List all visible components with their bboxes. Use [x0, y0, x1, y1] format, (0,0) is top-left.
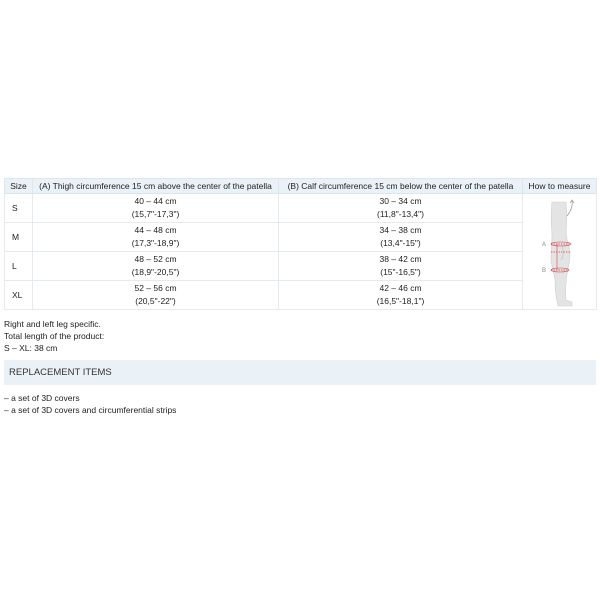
- size-table-header-row: [5, 179, 597, 194]
- product-notes: [4, 318, 596, 354]
- how-to-measure-cell: [523, 194, 597, 310]
- thigh-cm: 52 – 56 cm: [134, 283, 177, 293]
- thigh-inches: (15,7"-17,3"): [131, 209, 180, 219]
- header-thigh-circumference: (A) Thigh circumference 15 cm above the center of the patella: [33, 179, 279, 194]
- calf-cm: 42 – 46 cm: [379, 283, 422, 293]
- table-row: [5, 281, 597, 310]
- leg-measurement-figure: [530, 196, 590, 308]
- header-size: Size: [5, 179, 33, 194]
- calf-cm: 34 – 38 cm: [379, 225, 422, 235]
- replacement-items-heading: REPLACEMENT ITEMS: [4, 360, 596, 385]
- table-row: [5, 223, 597, 252]
- size-cell: XL: [5, 281, 33, 310]
- list-item: – a set of 3D covers: [4, 393, 80, 403]
- label-b: B: [541, 267, 546, 274]
- calf-inches: (16,5"-18,1"): [376, 296, 425, 306]
- thigh-cm: 44 – 48 cm: [134, 225, 177, 235]
- calf-cm: 38 – 42 cm: [379, 254, 422, 264]
- label-a: A: [541, 241, 546, 248]
- thigh-cm: 40 – 44 cm: [134, 196, 177, 206]
- calf-cell: [279, 223, 523, 252]
- header-how-to-measure: How to measure: [523, 179, 597, 194]
- replacement-items-list: [4, 392, 596, 416]
- thigh-cm: 48 – 52 cm: [134, 254, 177, 264]
- calf-inches: (15"-16,5"): [380, 267, 421, 277]
- note-total-length-label: Total length of the product:: [4, 331, 105, 341]
- note-total-length-value: S – XL: 38 cm: [4, 343, 58, 353]
- calf-cell: [279, 281, 523, 310]
- size-cell: M: [5, 223, 33, 252]
- size-cell: S: [5, 194, 33, 223]
- header-calf-circumference: (B) Calf circumference 15 cm below the center of the patella: [279, 179, 523, 194]
- size-table: [4, 178, 597, 310]
- calf-inches: (11,8"-13,4"): [377, 209, 424, 219]
- list-item: – a set of 3D covers and circumferential strips: [4, 405, 177, 415]
- thigh-cell: [33, 252, 279, 281]
- calf-cell: [279, 194, 523, 223]
- table-row: [5, 194, 597, 223]
- calf-inches: (13,4"-15"): [380, 238, 421, 248]
- thigh-inches: (18,9"-20,5"): [131, 267, 180, 277]
- thigh-cell: [33, 281, 279, 310]
- thigh-cell: [33, 194, 279, 223]
- leg-back-arrow-icon: [567, 200, 574, 216]
- thigh-inches: (20,5"-22"): [135, 296, 176, 306]
- calf-cell: [279, 252, 523, 281]
- table-row: [5, 252, 597, 281]
- product-size-info: [4, 178, 596, 416]
- thigh-cell: [33, 223, 279, 252]
- size-cell: L: [5, 252, 33, 281]
- calf-cm: 30 – 34 cm: [379, 196, 422, 206]
- leg-outline-icon: [551, 202, 572, 306]
- thigh-inches: (17,3"-18,9"): [131, 238, 180, 248]
- note-leg-specific: Right and left leg specific.: [4, 319, 101, 329]
